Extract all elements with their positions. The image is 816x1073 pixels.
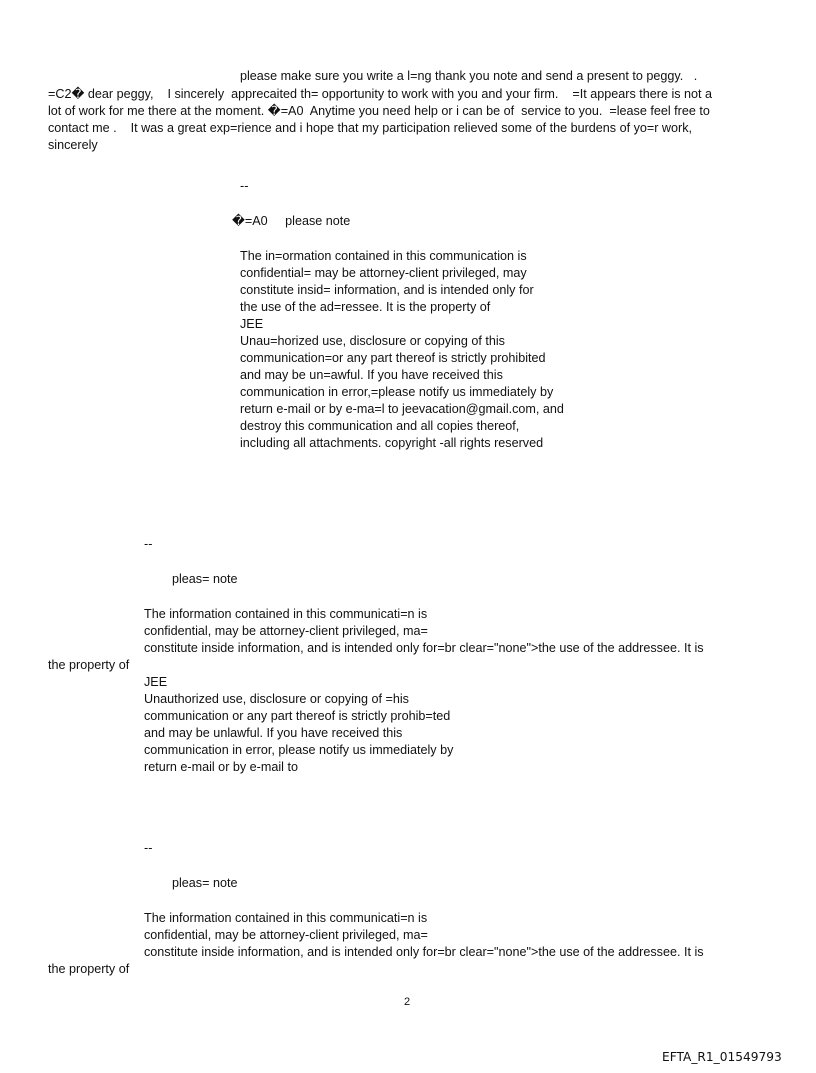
- sig2-line: constitute inside information, and is intended only for=br clear="none">the use of the addressee. It is: [144, 641, 704, 655]
- sig1-line: and may be un=awful. If you have received this: [240, 368, 503, 382]
- sig1-line: communication=or any part thereof is strictly prohibited: [240, 351, 546, 365]
- sig2-line: The information contained in this communicati=n is: [144, 607, 428, 621]
- sig1-line: destroy this communication and all copies thereof,: [240, 419, 520, 433]
- note-line: sincerely: [48, 138, 98, 152]
- note-line: lot of work for me there at the moment. �=A0 Anytime you need help or i can be of service to you. =lease feel free to: [48, 104, 710, 118]
- sig3-line: The information contained in this communicati=n is: [144, 911, 428, 925]
- note-lead: please make sure you write a l=ng thank you note and send a present to peggy. .: [240, 69, 698, 83]
- sig2-line: Unauthorized use, disclosure or copying of =his: [144, 692, 409, 706]
- sig2-line: communication in error, please notify us immediately by: [144, 743, 454, 757]
- sig3-line: constitute inside information, and is intended only for=br clear="none">the use of the addressee. It is: [144, 945, 704, 959]
- sig2-dashes: --: [144, 537, 153, 551]
- sig2-line: communication or any part thereof is strictly prohib=ted: [144, 709, 451, 723]
- document-id: EFTA_R1_01549793: [662, 1050, 782, 1064]
- sig3-heading: pleas= note: [172, 876, 238, 890]
- sig2-line: confidential, may be attorney-client privileged, ma=: [144, 624, 428, 638]
- sig3-line: confidential, may be attorney-client privileged, ma=: [144, 928, 428, 942]
- sig2-line: JEE: [144, 675, 168, 689]
- sig1-line: constitute insid= information, and is intended only for: [240, 283, 534, 297]
- sig1-line: including all attachments. copyright -all rights reserved: [240, 436, 544, 450]
- sig1-line: return e-mail or by e-ma=l to jeevacation@gmail.com, and: [240, 402, 564, 416]
- note-line: =C2� dear peggy, I sincerely apprecaited th= opportunity to work with you and your firm. =It appears there is not a: [48, 87, 713, 101]
- sig3-dashes: --: [144, 841, 153, 855]
- sig1-line: The in=ormation contained in this communication is: [240, 249, 527, 263]
- sig2-line: and may be unlawful. If you have received this: [144, 726, 403, 740]
- sig2-disclaimer-cont: [144, 674, 453, 776]
- sig2-disclaimer: [144, 606, 704, 657]
- sig1-line: Unau=horized use, disclosure or copying of this: [240, 334, 505, 348]
- sig1-line: JEE: [240, 317, 264, 331]
- sig1-disclaimer: [240, 248, 564, 452]
- sig2-line: return e-mail or by e-mail to: [144, 760, 298, 774]
- sig1-line: communication in error,=please notify us immediately by: [240, 385, 554, 399]
- sig1-line: the use of the ad=ressee. It is the property of: [240, 300, 491, 314]
- page-number: 2: [404, 996, 411, 1008]
- sig3-disclaimer: [144, 910, 704, 961]
- sig1-line: confidential= may be attorney-client privileged, may: [240, 266, 527, 280]
- sig2-wrap: the property of: [48, 658, 130, 672]
- sig1-heading: �=A0 please note: [232, 214, 351, 228]
- sig1-dashes: --: [240, 179, 249, 193]
- note-line: contact me . It was a great exp=rience and i hope that my participation relieved some of the burdens of yo=r work,: [48, 121, 693, 135]
- sig3-wrap: the property of: [48, 962, 130, 976]
- sig2-heading: pleas= note: [172, 572, 238, 586]
- note-body: [48, 86, 712, 154]
